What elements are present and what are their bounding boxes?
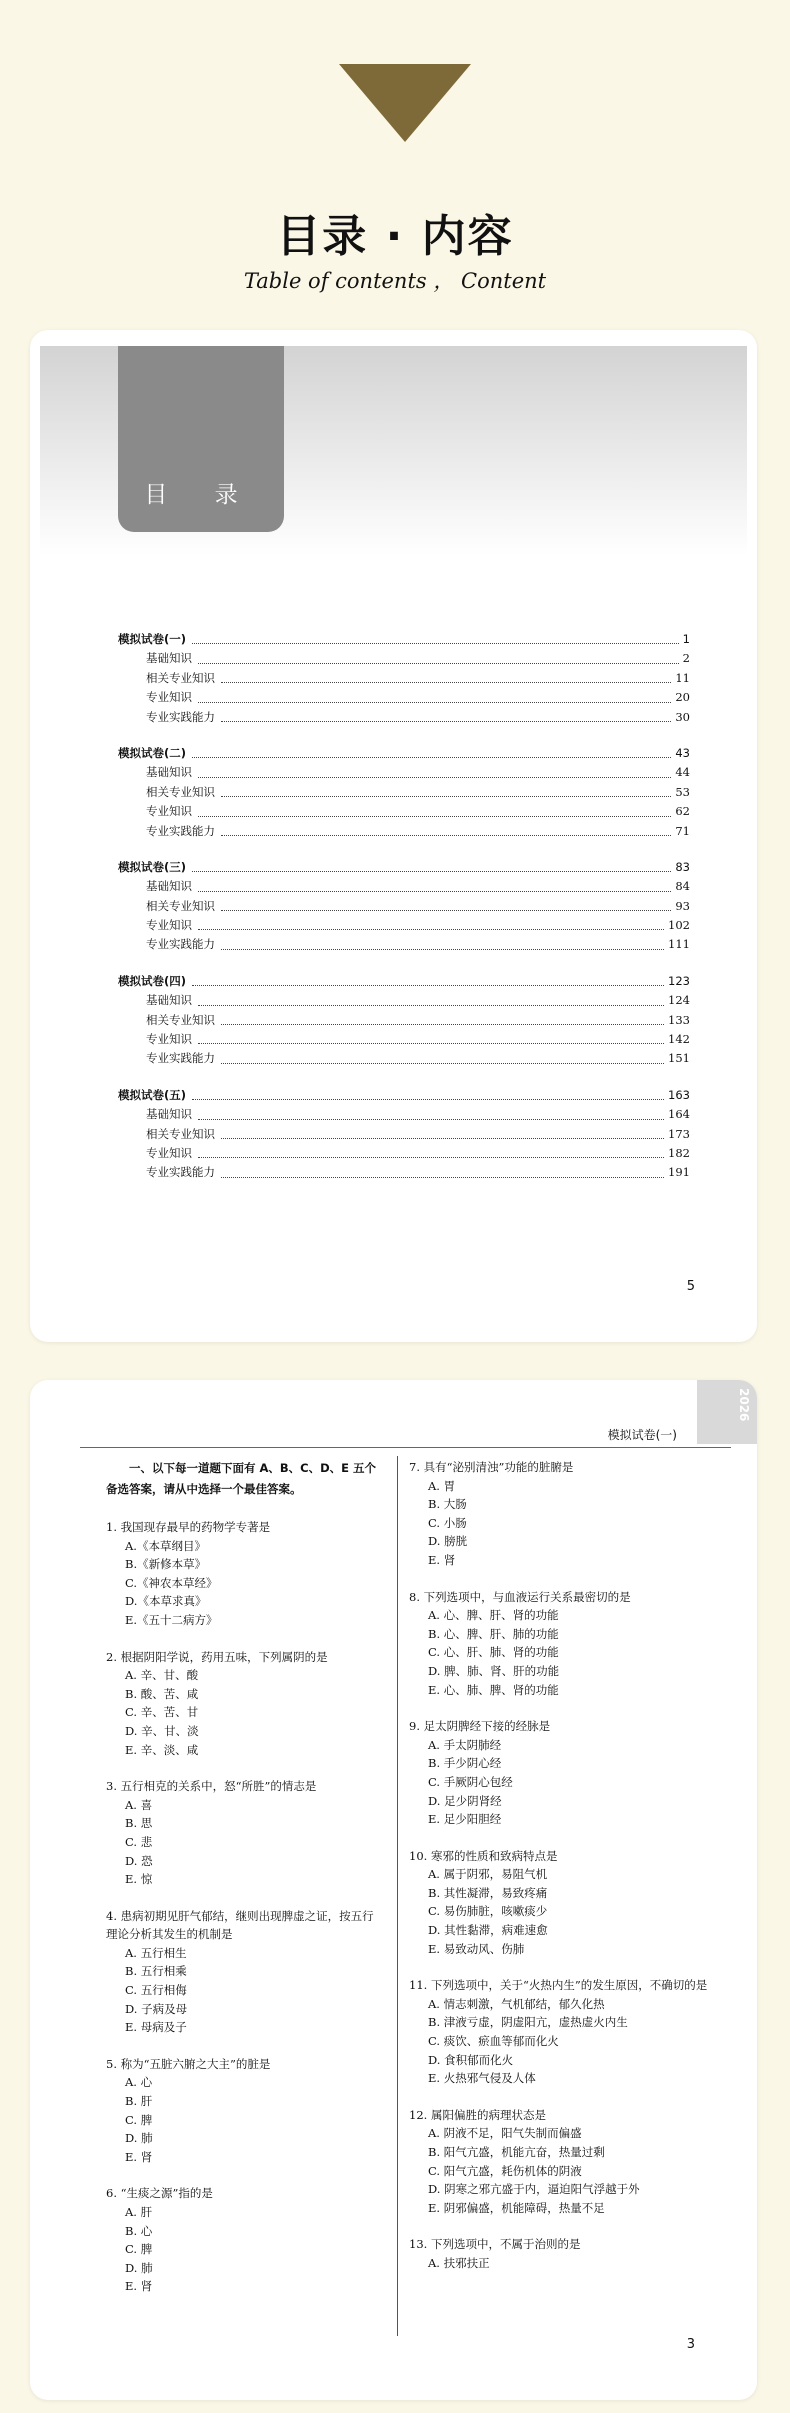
toc-entry (118, 802, 690, 821)
toc-entry (118, 897, 690, 916)
question (106, 1648, 384, 1760)
toc-entry (118, 1144, 690, 1163)
column-divider (397, 1456, 398, 2336)
toc-entry (118, 1049, 690, 1068)
toc-entry-label: 专业实践能力 (146, 1051, 215, 1066)
toc-page: 142 (668, 1032, 690, 1047)
exam-page-number: 3 (686, 2337, 695, 2352)
question-stem: 4. 患病初期见肝气郁结，继则出现脾虚之证，按五行理论分析其发生的机制是 (106, 1908, 374, 1942)
toc-leader (192, 643, 679, 644)
paper-title: 模拟试卷(一) (607, 1428, 677, 1442)
answer-option: E. 易致动风、伤肺 (428, 1941, 525, 1956)
toc-section-heading (118, 972, 690, 991)
toc-leader (198, 1043, 664, 1044)
toc-leader (192, 985, 664, 986)
question-list-left (106, 1518, 384, 2296)
question-stem: 1. 我国现存最早的药物学专著是 (106, 1520, 271, 1534)
question-stem: 10. 寒邪的性质和致病特点是 (409, 1848, 558, 1863)
toc-entry (118, 991, 690, 1010)
toc-entry (118, 1163, 690, 1182)
answer-option: C. 手厥阴心包经 (428, 1774, 513, 1789)
toc-section (118, 630, 690, 727)
toc-page: 123 (668, 973, 690, 988)
toc-entry-label: 基础知识 (146, 765, 192, 780)
answer-option: E. 肾 (428, 1552, 456, 1567)
toc-page: 84 (675, 879, 690, 894)
answer-option: A.《本草纲目》 (125, 1538, 206, 1553)
toc-section-title: 模拟试卷(五) (118, 1087, 187, 1102)
toc-leader (221, 910, 671, 911)
question (409, 1717, 709, 1829)
question-stem: 12. 属阳偏胜的病理状态是 (409, 2107, 546, 2122)
answer-option: C. 辛、苦、甘 (125, 1705, 199, 1720)
toc-page-number: 5 (686, 1279, 695, 1294)
answer-option: C. 五行相侮 (125, 1983, 187, 1998)
answer-option: A. 情志刺激，气机郁结，郁久化热 (428, 1996, 605, 2011)
question-stem: 5. 称为“五脏六腑之大主”的脏是 (106, 2056, 271, 2071)
answer-option: B. 思 (125, 1816, 153, 1831)
question (409, 1588, 709, 1700)
toc-page: 11 (675, 670, 690, 685)
toc-page: 2 (682, 651, 690, 666)
toc-list (118, 630, 690, 1200)
toc-leader (221, 949, 664, 950)
toc-page: 93 (675, 898, 690, 913)
toc-leader (221, 1138, 664, 1139)
answer-option: B. 肝 (125, 2094, 153, 2109)
header-divider (80, 1447, 731, 1448)
toc-page: 164 (668, 1107, 690, 1122)
answer-option: C. 脾 (125, 2242, 153, 2257)
page-subtitle: Table of contents ， Content (243, 269, 547, 293)
question (409, 1976, 709, 2088)
toc-section-heading (118, 1086, 690, 1105)
answer-option: E. 阴邪偏盛，机能障碍，热量不足 (428, 2200, 605, 2215)
toc-entry (118, 1030, 690, 1049)
answer-option: C. 阳气亢盛，耗伤机体的阴液 (428, 2163, 582, 2178)
toc-page: 151 (668, 1051, 690, 1066)
answer-option: B. 心、脾、肝、肺的功能 (428, 1626, 559, 1641)
toc-page: 44 (675, 765, 690, 780)
toc-entry (118, 783, 690, 802)
toc-page: 111 (668, 937, 690, 952)
toc-leader (192, 871, 671, 872)
toc-section-title: 模拟试卷(三) (118, 859, 187, 874)
answer-option: D. 其性黏滞，病难速愈 (428, 1923, 548, 1938)
toc-page: 71 (675, 823, 690, 838)
question (106, 1518, 384, 1630)
answer-option: D. 子病及母 (125, 2001, 188, 2016)
toc-leader (221, 1024, 664, 1025)
toc-entry-label: 专业知识 (146, 804, 192, 819)
answer-option: E. 足少阳胆经 (428, 1812, 502, 1827)
toc-entry-label: 专业实践能力 (146, 709, 215, 724)
toc-entry-label: 专业实践能力 (146, 1165, 215, 1180)
answer-option: B. 大肠 (428, 1497, 467, 1512)
answer-option: D. 恐 (125, 1853, 153, 1868)
toc-leader (198, 1005, 664, 1006)
toc-entry-label: 相关专业知识 (146, 670, 215, 685)
answer-option: B. 心 (125, 2223, 153, 2238)
toc-entry (118, 916, 690, 935)
answer-option: B.《新修本草》 (125, 1557, 207, 1572)
toc-entry-label: 专业实践能力 (146, 823, 215, 838)
toc-entry-label: 基础知识 (146, 879, 192, 894)
question (106, 2184, 384, 2296)
toc-entry-label: 相关专业知识 (146, 784, 215, 799)
answer-option: C.《神农本草经》 (125, 1575, 218, 1590)
toc-section (118, 1086, 690, 1183)
answer-option: E. 火热邪气侵及人体 (428, 2071, 536, 2086)
toc-page: 163 (668, 1087, 690, 1102)
toc-entry-label: 专业知识 (146, 1145, 192, 1160)
answer-option: D. 足少阴肾经 (428, 1793, 502, 1808)
answer-option: A. 喜 (125, 1797, 153, 1812)
question-stem: 11. 下列选项中，关于“火热内生”的发生原因，不确切的是 (409, 1978, 708, 1993)
toc-section (118, 744, 690, 841)
toc-leader (198, 891, 671, 892)
answer-option: D. 脾、肺、肾、肝的功能 (428, 1663, 560, 1678)
question (409, 2106, 709, 2218)
answer-option: A. 胃 (428, 1478, 456, 1493)
toc-entry (118, 649, 690, 668)
toc-entry (118, 1105, 690, 1124)
toc-section-heading (118, 744, 690, 763)
answer-option: B. 手少阴心经 (428, 1756, 502, 1771)
answer-option: D. 阴寒之邪亢盛于内，逼迫阳气浮越于外 (428, 2182, 640, 2197)
answer-option: B. 酸、苦、咸 (125, 1686, 199, 1701)
toc-entry-label: 专业实践能力 (146, 937, 215, 952)
answer-option: D. 食积郁而化火 (428, 2052, 514, 2067)
toc-page: 53 (675, 784, 690, 799)
toc-page: 20 (675, 690, 690, 705)
toc-page: 102 (668, 918, 690, 933)
toc-entry-label: 相关专业知识 (146, 1012, 215, 1027)
toc-section-heading (118, 858, 690, 877)
answer-option: A. 辛、甘、酸 (125, 1668, 199, 1683)
answer-option: A. 属于阴邪，易阻气机 (428, 1867, 548, 1882)
toc-page: 124 (668, 993, 690, 1008)
question-stem: 3. 五行相克的关系中，怒“所胜”的情志是 (106, 1779, 317, 1794)
toc-leader (221, 721, 671, 722)
toc-leader (192, 757, 671, 758)
answer-option: B. 其性凝滞，易致疼痛 (428, 1885, 548, 1900)
toc-entry (118, 1125, 690, 1144)
decorative-triangle (339, 64, 471, 142)
question-stem: 8. 下列选项中，与血液运行关系最密切的是 (409, 1589, 631, 1604)
left-column (106, 1458, 384, 2314)
answer-option: B. 阳气亢盛，机能亢奋，热量过剩 (428, 2145, 605, 2159)
toc-leader (198, 702, 671, 703)
toc-entry (118, 688, 690, 707)
question-stem: 2. 根据阴阳学说，药用五味，下列属阴的是 (106, 1649, 328, 1664)
toc-leader (198, 1157, 664, 1158)
answer-option: C. 易伤肺脏，咳嗽痰少 (428, 1904, 548, 1919)
question-stem: 7. 具有“泌别清浊”功能的脏腑是 (409, 1460, 574, 1474)
toc-leader (221, 682, 671, 683)
toc-section-title: 模拟试卷(一) (118, 631, 187, 646)
toc-leader (198, 777, 671, 778)
answer-option: B. 津液亏虚，阴虚阳亢，虚热虚火内生 (428, 2015, 628, 2030)
question (409, 2235, 709, 2272)
toc-tab: 目 录 (118, 346, 284, 532)
toc-page: 173 (668, 1126, 690, 1141)
question (106, 1777, 384, 1889)
answer-option: E. 辛、淡、咸 (125, 1742, 199, 1757)
answer-option: A. 心、脾、肝、肾的功能 (428, 1608, 559, 1623)
question (409, 1458, 709, 1570)
instruction: 一、以下每一道题下面有 A、B、C、D、E 五个备选答案，请从中选择一个最佳答案。 (106, 1461, 377, 1496)
toc-leader (221, 796, 671, 797)
toc-section-heading (118, 630, 690, 649)
toc-leader (221, 835, 671, 836)
toc-entry-label: 专业知识 (146, 690, 192, 705)
toc-leader (221, 1177, 664, 1178)
toc-entry (118, 822, 690, 841)
toc-entry (118, 763, 690, 782)
answer-option: C. 脾 (125, 2112, 153, 2127)
toc-section (118, 858, 690, 955)
answer-option: D. 膀胱 (428, 1534, 468, 1549)
answer-option: A. 心 (125, 2075, 153, 2090)
question (106, 1907, 384, 2037)
toc-entry-label: 专业知识 (146, 918, 192, 933)
answer-option: C. 悲 (125, 1834, 153, 1849)
answer-option: E.《五十二病方》 (125, 1612, 218, 1627)
answer-option: E. 母病及子 (125, 2020, 187, 2035)
answer-option: A. 肝 (125, 2205, 153, 2219)
toc-entry-label: 基础知识 (146, 1107, 192, 1122)
answer-option: A. 阴液不足，阳气失制而偏盛 (428, 2126, 582, 2141)
toc-page: 83 (675, 859, 690, 874)
answer-option: A. 五行相生 (125, 1945, 187, 1960)
toc-entry-label: 基础知识 (146, 651, 192, 666)
toc-leader (198, 663, 679, 664)
toc-entry (118, 1011, 690, 1030)
toc-entry-label: 相关专业知识 (146, 898, 215, 913)
answer-option: B. 五行相乘 (125, 1964, 187, 1979)
answer-option: C. 心、肝、肺、肾的功能 (428, 1645, 559, 1660)
toc-card (30, 330, 757, 1342)
toc-page: 191 (668, 1165, 690, 1180)
answer-option: E. 心、肺、脾、肾的功能 (428, 1682, 559, 1697)
toc-entry-label: 专业知识 (146, 1032, 192, 1047)
answer-option: D. 辛、甘、淡 (125, 1723, 199, 1738)
toc-page: 62 (675, 804, 690, 819)
answer-option: D. 肺 (125, 2131, 153, 2146)
toc-page: 182 (668, 1145, 690, 1160)
toc-leader (221, 1063, 664, 1064)
toc-entry-label: 相关专业知识 (146, 1126, 215, 1141)
answer-option: C. 痰饮、瘀血等郁而化火 (428, 2034, 559, 2049)
toc-page: 133 (668, 1012, 690, 1027)
right-column (409, 1458, 709, 2291)
toc-section-title: 模拟试卷(二) (118, 745, 187, 760)
question-stem: 9. 足太阴脾经下接的经脉是 (409, 1719, 551, 1734)
answer-option: C. 小肠 (428, 1515, 467, 1530)
answer-option: A. 扶邪扶正 (428, 2255, 490, 2270)
question-stem: 13. 下列选项中，不属于治则的是 (409, 2237, 581, 2252)
answer-option: D. 肺 (125, 2260, 153, 2275)
answer-option: E. 肾 (125, 2149, 153, 2164)
question (409, 1847, 709, 1959)
toc-page: 1 (682, 631, 690, 646)
toc-entry-label: 基础知识 (146, 993, 192, 1008)
toc-leader (198, 816, 671, 817)
toc-page: 43 (675, 745, 690, 760)
toc-leader (198, 929, 664, 930)
toc-entry (118, 935, 690, 954)
exam-card (30, 1380, 757, 2400)
toc-entry (118, 708, 690, 727)
toc-leader (192, 1099, 664, 1100)
answer-option: A. 手太阴肺经 (428, 1737, 502, 1752)
toc-entry (118, 877, 690, 896)
question-stem: 6. “生痰之源”指的是 (106, 2186, 213, 2201)
year-label: 2026 (737, 1388, 751, 1422)
question (106, 2055, 384, 2167)
toc-entry (118, 669, 690, 688)
page-title: 目录 · 内容 (276, 211, 514, 262)
toc-section (118, 972, 690, 1069)
answer-option: E. 肾 (125, 2279, 153, 2294)
toc-section-title: 模拟试卷(四) (118, 973, 187, 988)
toc-leader (198, 1119, 664, 1120)
answer-option: D.《本草求真》 (125, 1594, 207, 1609)
toc-page: 30 (675, 709, 690, 724)
answer-option: E. 惊 (125, 1872, 153, 1887)
